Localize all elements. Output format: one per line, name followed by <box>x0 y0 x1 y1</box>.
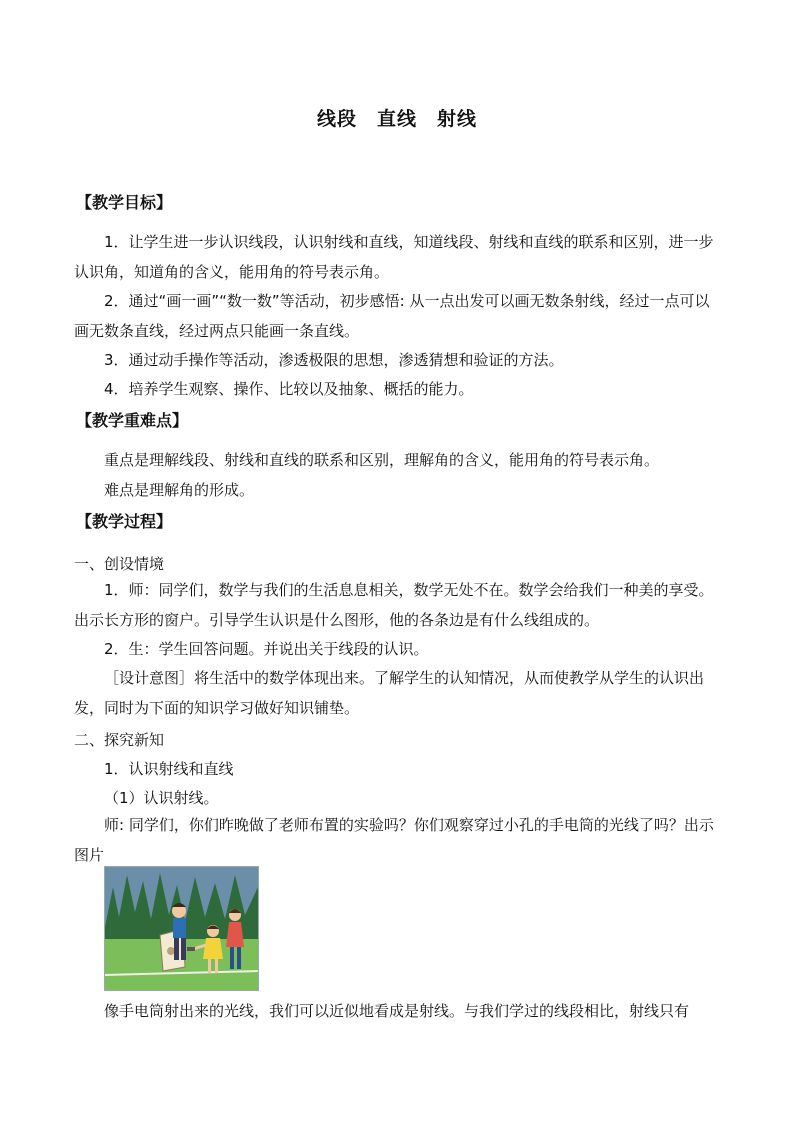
goal-item-4: 4．培养学生观察、操作、比较以及抽象、概括的能力。 <box>104 380 474 398</box>
goal-item-3: 3．通过动手操作等活动，渗透极限的思想，渗透猜想和验证的方法。 <box>104 351 564 369</box>
part2-subsection-1a: （1）认识射线。 <box>104 789 219 807</box>
key-point-1: 重点是理解线段、射线和直线的联系和区别，理解角的含义，能用角的符号表示角。 <box>104 451 660 469</box>
design-note: ［设计意图］将生活中的数学体现出来。了解学生的认知情况，从而使教学从学生的认识出发，同时为下面的知识学习做好知识铺垫。 <box>74 669 705 717</box>
process-heading: 【教学过程】 <box>76 512 173 531</box>
after-image-paragraph: 像手电筒射出来的光线，我们可以近似地看成是射线。与我们学过的线段相比，射线只有 <box>104 1002 690 1020</box>
flashlight-illustration <box>104 866 259 991</box>
part1-item-1: 1．师：同学们，数学与我们的生活息息相关，数学无处不在。数学会给我们一种美的享受。出示长方形的窗户。引导学生认识是什么图形，他的各条边是有什么线组成的。 <box>74 581 714 629</box>
goal-item-1: 1．让学生进一步认识线段，认识射线和直线，知道线段、射线和直线的联系和区别，进一步认识角，知道角的含义，能用角的符号表示角。 <box>74 233 714 281</box>
key-points-heading: 【教学重难点】 <box>76 411 189 430</box>
part1-item-2: 2．生：学生回答问题。并说出关于线段的认识。 <box>104 640 429 658</box>
page-title: 线段 直线 射线 <box>316 108 477 130</box>
part2-subsection-1: 1．认识射线和直线 <box>104 760 234 778</box>
part2-title: 二、探究新知 <box>74 731 165 749</box>
goals-heading: 【教学目标】 <box>76 193 173 212</box>
key-point-2: 难点是理解角的形成。 <box>104 481 255 499</box>
part1-title: 一、创设情境 <box>74 555 165 573</box>
teacher-question: 师: 同学们，你们昨晚做了老师布置的实验吗？你们观察穿过小孔的手电筒的光线了吗？出示图片 <box>74 816 714 864</box>
goal-item-2: 2．通过“画一画”“数一数”等活动，初步感悟: 从一点出发可以画无数条射线，经过一点可以画无数条直线，经过两点只能画一条直线。 <box>74 292 710 340</box>
